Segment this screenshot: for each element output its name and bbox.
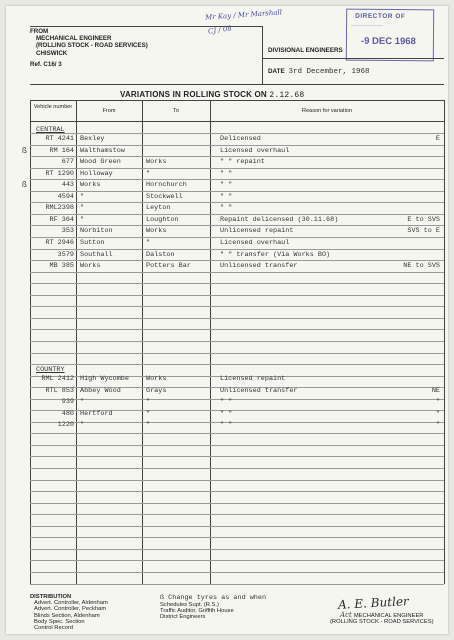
cell-to: Works (146, 375, 167, 383)
row-rule (30, 283, 444, 284)
row-rule (30, 491, 444, 492)
column-header-from: From (102, 108, 116, 114)
row-rule (30, 329, 444, 330)
cell-from: Southall (80, 250, 113, 259)
row-rule (30, 537, 444, 538)
row-rule (30, 225, 444, 226)
cell-vehicle: RTL 853 (45, 386, 74, 395)
signatory-line-1: MECHANICAL ENGINEER (353, 613, 424, 619)
row-rule (30, 295, 444, 296)
cell-to: " (146, 409, 151, 418)
row-rule (30, 133, 444, 134)
cell-vehicle: RM 164 (49, 146, 74, 155)
cell-vehicle: RF 364 (49, 215, 74, 224)
cell-extra: NE (431, 386, 440, 395)
cell-from: " (80, 204, 85, 213)
acting-prefix: Act (340, 611, 352, 619)
header-rule-top (30, 26, 262, 27)
cell-vehicle: 480 (61, 409, 74, 418)
cell-from: Wood Green (80, 158, 121, 167)
cell-from: Walthamstow (80, 146, 125, 155)
stamp-line1: DIRECTOR OF (355, 12, 406, 21)
header-divider (262, 26, 263, 84)
cell-vehicle: 4594 (57, 192, 74, 201)
distribution-item: Body Spec. Section (34, 618, 85, 625)
distribution-item: District Engineers (160, 614, 206, 621)
cell-reason: " " repaint (220, 158, 265, 167)
row-rule (30, 514, 444, 515)
row-mark: ß (22, 181, 27, 191)
date-value: 3rd December, 1968 (288, 68, 370, 76)
table-header-rule (30, 121, 444, 122)
cell-reason: " " (220, 398, 233, 407)
cell-to: " (146, 169, 151, 178)
cell-extra: NE to SVS (403, 262, 440, 271)
cell-to: Grays (146, 386, 167, 395)
table-top-rule (30, 100, 444, 101)
row-rule (30, 318, 444, 319)
row-rule (30, 560, 444, 561)
cell-vehicle: 353 (61, 227, 74, 236)
row-mark: ß (22, 146, 27, 156)
cell-reason: Repaint delicensed (30.11.68) (220, 215, 339, 224)
date-field (268, 68, 369, 76)
from-line-3: CHISWICK (36, 49, 68, 57)
row-rule (30, 260, 444, 261)
column-header-to: To (173, 108, 179, 114)
row-rule (30, 156, 444, 157)
signatory-line-2: (ROLLING STOCK - ROAD SERVICES) (330, 619, 434, 626)
cell-from: Works (80, 262, 101, 271)
row-rule (30, 549, 444, 550)
distribution-list-2 (160, 602, 234, 621)
row-rule (30, 456, 444, 457)
cell-extra: E (435, 135, 440, 143)
cell-reason: " " transfer (Via Works BO) (220, 250, 331, 259)
row-rule (30, 526, 444, 527)
cell-reason: Unlicensed transfer (220, 386, 298, 395)
cell-reason: " " (220, 421, 233, 430)
cell-from: Abbey Wood (80, 386, 121, 395)
cell-to: Works (146, 227, 167, 236)
stamp-line2: ................... (351, 21, 383, 28)
cell-vehicle: MB 385 (49, 262, 74, 271)
cell-to: Hornchurch (146, 181, 187, 190)
from-block (30, 28, 148, 68)
received-stamp (346, 9, 434, 62)
cell-to: Leyton (146, 204, 171, 213)
cell-reason: " " (220, 192, 233, 201)
cell-to: " (146, 398, 151, 407)
row-rule (30, 480, 444, 481)
cell-from: " (80, 215, 85, 224)
cell-reason: " " (220, 204, 233, 213)
column-divider-3 (210, 100, 211, 584)
cell-from: " (80, 421, 85, 430)
row-rule (30, 503, 444, 504)
row-rule (30, 249, 444, 250)
row-rule (30, 202, 444, 203)
cell-extra: E to SVS (407, 215, 440, 224)
row-rule (30, 468, 444, 469)
row-rule (30, 445, 444, 446)
cell-vehicle: 677 (61, 158, 74, 167)
from-line-1: MECHANICAL ENGINEER (36, 35, 112, 43)
handwritten-initials: CJ / 08 (207, 24, 233, 36)
cell-vehicle: 3579 (57, 250, 74, 259)
page-title (120, 90, 304, 100)
row-rule (30, 422, 444, 423)
table-right-border (444, 100, 445, 584)
cell-vehicle: 939 (61, 398, 74, 407)
cell-to: " (146, 238, 151, 247)
footnote: ß Change tyres as and when (160, 594, 267, 602)
cell-from: " (80, 398, 85, 407)
distribution-item: Schedules Supt. (R.S.) (160, 602, 219, 608)
row-rule (30, 572, 444, 573)
cell-vehicle: RML2398 (45, 204, 74, 213)
cell-extra: " (435, 398, 440, 407)
cell-to: Works (146, 158, 167, 167)
cell-from: Works (80, 181, 101, 190)
to-field: DIVISIONAL ENGINEERS (268, 47, 343, 54)
row-rule (30, 433, 444, 434)
title-date: 2.12.68 (269, 91, 305, 100)
cell-vehicle: RML 2412 (41, 375, 74, 383)
cell-reason: Unlicensed transfer (220, 262, 298, 271)
cell-from: Hertford (80, 409, 113, 418)
column-divider-2 (142, 100, 143, 584)
row-rule (30, 341, 444, 342)
cell-reason: Unlicensed repaint (220, 227, 294, 236)
distribution-label: DISTRIBUTION (30, 594, 72, 600)
row-rule (30, 272, 444, 273)
row-rule (30, 214, 444, 215)
row-rule (30, 145, 444, 146)
row-rule (30, 306, 444, 307)
cell-from: Sutton (80, 238, 105, 247)
distribution-item: Traffic Auditor, Griffith House (160, 608, 234, 615)
cell-from: High Wycombe (80, 375, 129, 383)
row-rule (30, 353, 444, 354)
cell-reason: " " (220, 409, 233, 418)
distribution-item: Control Record (34, 625, 73, 632)
cell-extra: " (435, 421, 440, 430)
stamp-date: -9 DEC 1968 (360, 35, 416, 48)
cell-reason: Licensed overhaul (220, 238, 290, 247)
from-label: FROM (30, 28, 49, 35)
row-rule (30, 168, 444, 169)
column-header-vehicle: Vehicle number (33, 104, 73, 110)
cell-reason: Licensed repaint (220, 375, 286, 383)
distribution-item: Advert. Controller, Aldenham (34, 600, 108, 607)
signature: A. E. Butler (337, 594, 410, 612)
row-rule (30, 237, 444, 238)
header-rule-bottom (30, 84, 444, 85)
cell-vehicle: 1220 (57, 421, 74, 430)
cell-from: Holloway (80, 169, 113, 178)
cell-from: Bexley (80, 135, 105, 143)
cell-from: " (80, 192, 85, 201)
row-rule (30, 584, 444, 585)
date-label: DATE (268, 68, 285, 75)
cell-to: Potters Bar (146, 262, 191, 271)
row-rule (30, 399, 444, 400)
cell-reason: " " (220, 169, 233, 178)
cell-to: Loughton (146, 215, 179, 224)
row-rule (30, 364, 444, 365)
column-header-reason: Reason for variation (301, 108, 353, 114)
cell-to: Dalston (146, 250, 175, 259)
cell-to: " (146, 421, 151, 430)
header-rule-mid (262, 58, 444, 59)
cell-from: Norbiton (80, 227, 113, 236)
cell-extra: SVS to E (407, 227, 440, 236)
section-country: COUNTRY (36, 366, 65, 374)
cell-extra: " (435, 409, 440, 418)
cell-reason: " " (220, 181, 233, 190)
cell-vehicle: 443 (61, 181, 74, 190)
distribution-item: Advert. Controller, Peckham (34, 606, 107, 613)
section-central: CENTRAL (36, 126, 65, 134)
cell-vehicle: RT 2946 (45, 238, 74, 247)
title-text: VARIATIONS IN ROLLING STOCK ON (120, 90, 267, 99)
cell-vehicle: RT 1290 (45, 169, 74, 178)
distribution-list (30, 594, 108, 631)
cell-reason: Licensed overhaul (220, 146, 290, 155)
column-divider-1 (76, 100, 77, 584)
cell-reason: Delicensed (220, 135, 261, 143)
cell-vehicle: RT 4241 (45, 135, 74, 143)
row-rule (30, 191, 444, 192)
from-line-2: (ROLLING STOCK - ROAD SERVICES) (36, 42, 148, 50)
cell-to: Stockwell (146, 192, 183, 201)
reference-number: Ref. C16/ 3 (30, 60, 62, 68)
handwritten-note: Mr Kay / Mr Marshall (204, 8, 283, 22)
row-rule (30, 179, 444, 180)
distribution-item: Blinds Section, Aldenham (34, 612, 100, 619)
signatory-title (330, 612, 434, 626)
